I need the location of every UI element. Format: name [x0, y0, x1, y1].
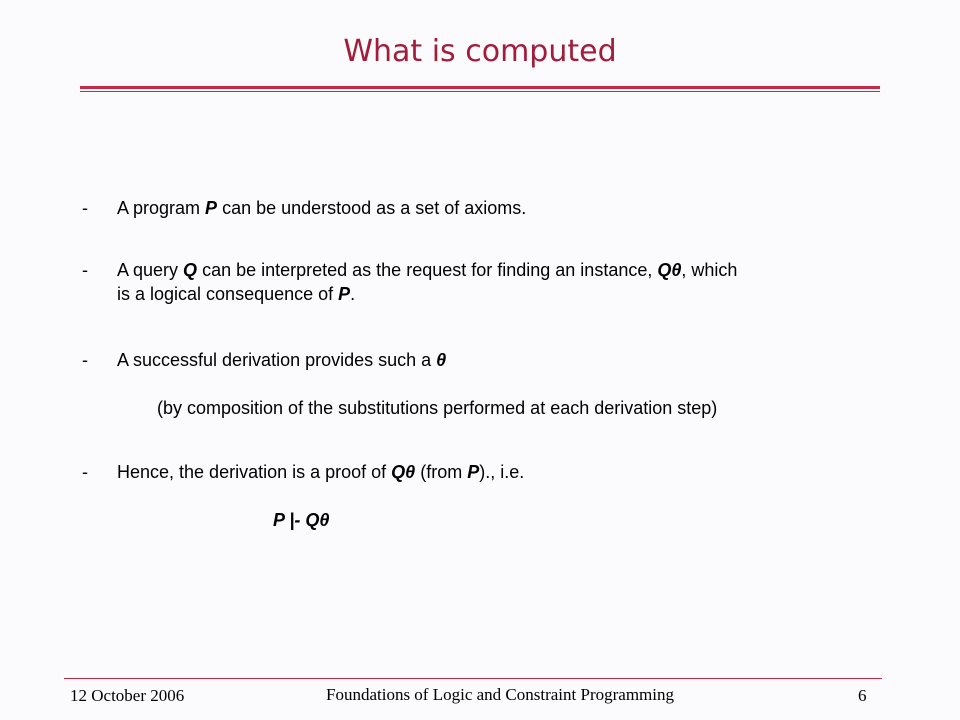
bullet-dash: - [82, 350, 88, 370]
slide-title: What is computed [343, 34, 617, 69]
bullet-text: Hence, the derivation is a proof of Qθ (from P)., i.e. [117, 462, 525, 482]
bullet-text: A query Q can be interpreted as the request for finding an instance, Qθ, which is a logical consequence of P. [117, 260, 738, 304]
title-divider-thin [80, 91, 880, 92]
footer-date: 12 October 2006 [70, 686, 185, 705]
bullet-text: A successful derivation provides such a θ [117, 350, 447, 370]
bullet-dash: - [82, 198, 88, 218]
title-divider [80, 86, 880, 89]
bullet-text: A program P can be understood as a set of axioms. [117, 198, 527, 218]
bullet-dash: - [82, 260, 88, 280]
footer-divider [64, 678, 882, 679]
footer-course-title: Foundations of Logic and Constraint Programming [326, 685, 674, 704]
bullet-dash: - [82, 462, 88, 482]
entailment-formula: P |- Qθ [273, 510, 330, 530]
page-number: 6 [858, 686, 867, 705]
composition-note: (by composition of the substitutions performed at each derivation step) [157, 398, 718, 418]
